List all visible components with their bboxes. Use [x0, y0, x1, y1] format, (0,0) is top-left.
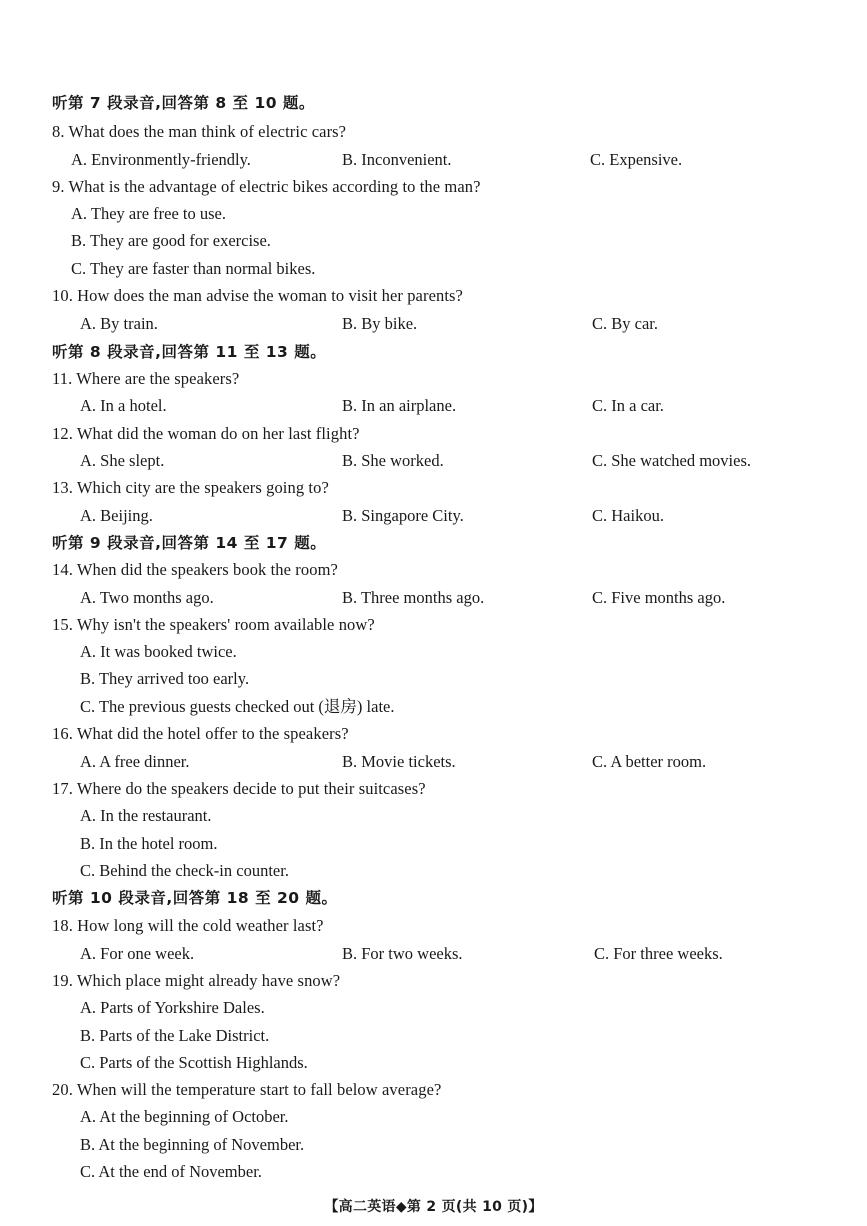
option-c: C. The previous guests checked out (退房) late. [80, 697, 395, 716]
question-stem: 17. Where do the speakers decide to put their suitcases? [52, 779, 426, 798]
question-stem: 20. When will the temperature start to fall below average? [52, 1080, 442, 1099]
question-stem: 12. What did the woman do on her last flight? [52, 424, 360, 443]
question-stem: 15. Why isn't the speakers' room available now? [52, 615, 375, 634]
option-c: C. Parts of the Scottish Highlands. [80, 1053, 308, 1072]
option-a: A. A free dinner. [80, 752, 190, 771]
section-heading: 听第 8 段录音,回答第 11 至 13 题。 [52, 343, 327, 361]
question-stem: 16. What did the hotel offer to the speakers? [52, 724, 349, 743]
option-a: A. For one week. [80, 944, 195, 963]
option-c: C. For three weeks. [594, 944, 723, 963]
question-stem: 14. When did the speakers book the room? [52, 560, 338, 579]
section-heading: 听第 7 段录音,回答第 8 至 10 题。 [52, 94, 315, 112]
question-stem: 8. What does the man think of electric cars? [52, 122, 347, 141]
option-c: C. Haikou. [592, 506, 664, 525]
section-heading: 听第 10 段录音,回答第 18 至 20 题。 [52, 889, 338, 907]
option-b: B. They are good for exercise. [71, 231, 271, 250]
option-c: C. By car. [592, 314, 658, 333]
option-a: A. Beijing. [80, 506, 153, 525]
option-b: B. Singapore City. [342, 506, 464, 525]
question-stem: 11. Where are the speakers? [52, 369, 240, 388]
option-b: B. In the hotel room. [80, 834, 218, 853]
option-c: C. A better room. [592, 752, 707, 771]
option-c: C. She watched movies. [592, 451, 752, 470]
option-b: B. At the beginning of November. [80, 1135, 305, 1154]
option-a: A. By train. [80, 314, 158, 333]
option-a: A. At the beginning of October. [80, 1107, 289, 1126]
section-heading: 听第 9 段录音,回答第 14 至 17 题。 [52, 534, 327, 552]
question-stem: 19. Which place might already have snow? [52, 971, 341, 990]
option-a: A. In the restaurant. [80, 806, 212, 825]
option-c: C. Expensive. [590, 150, 683, 169]
option-b: B. She worked. [342, 451, 444, 470]
option-b: B. By bike. [342, 314, 418, 333]
question-stem: 9. What is the advantage of electric bikes according to the man? [52, 177, 481, 196]
question-stem: 10. How does the man advise the woman to visit her parents? [52, 286, 463, 305]
option-c: C. Behind the check-in counter. [80, 861, 289, 880]
option-b: B. They arrived too early. [80, 669, 250, 688]
option-a: A. Environmently-friendly. [71, 150, 251, 169]
question-stem: 13. Which city are the speakers going to? [52, 478, 329, 497]
option-b: B. Three months ago. [342, 588, 485, 607]
option-c: C. Five months ago. [592, 588, 726, 607]
option-b: B. Movie tickets. [342, 752, 456, 771]
option-a: A. They are free to use. [71, 204, 227, 223]
question-stem: 18. How long will the cold weather last? [52, 916, 324, 935]
option-b: B. Parts of the Lake District. [80, 1026, 270, 1045]
option-b: B. For two weeks. [342, 944, 463, 963]
option-a: A. In a hotel. [80, 396, 167, 415]
option-a: A. Parts of Yorkshire Dales. [80, 998, 265, 1017]
option-c: C. They are faster than normal bikes. [71, 259, 316, 278]
option-b: B. In an airplane. [342, 396, 457, 415]
option-a: A. It was booked twice. [80, 642, 237, 661]
option-a: A. She slept. [80, 451, 165, 470]
page-footer: 【高二英语◆第 2 页(共 10 页)】 [324, 1199, 543, 1215]
option-b: B. Inconvenient. [342, 150, 452, 169]
option-c: C. At the end of November. [80, 1162, 262, 1181]
option-c: C. In a car. [592, 396, 664, 415]
option-a: A. Two months ago. [80, 588, 214, 607]
